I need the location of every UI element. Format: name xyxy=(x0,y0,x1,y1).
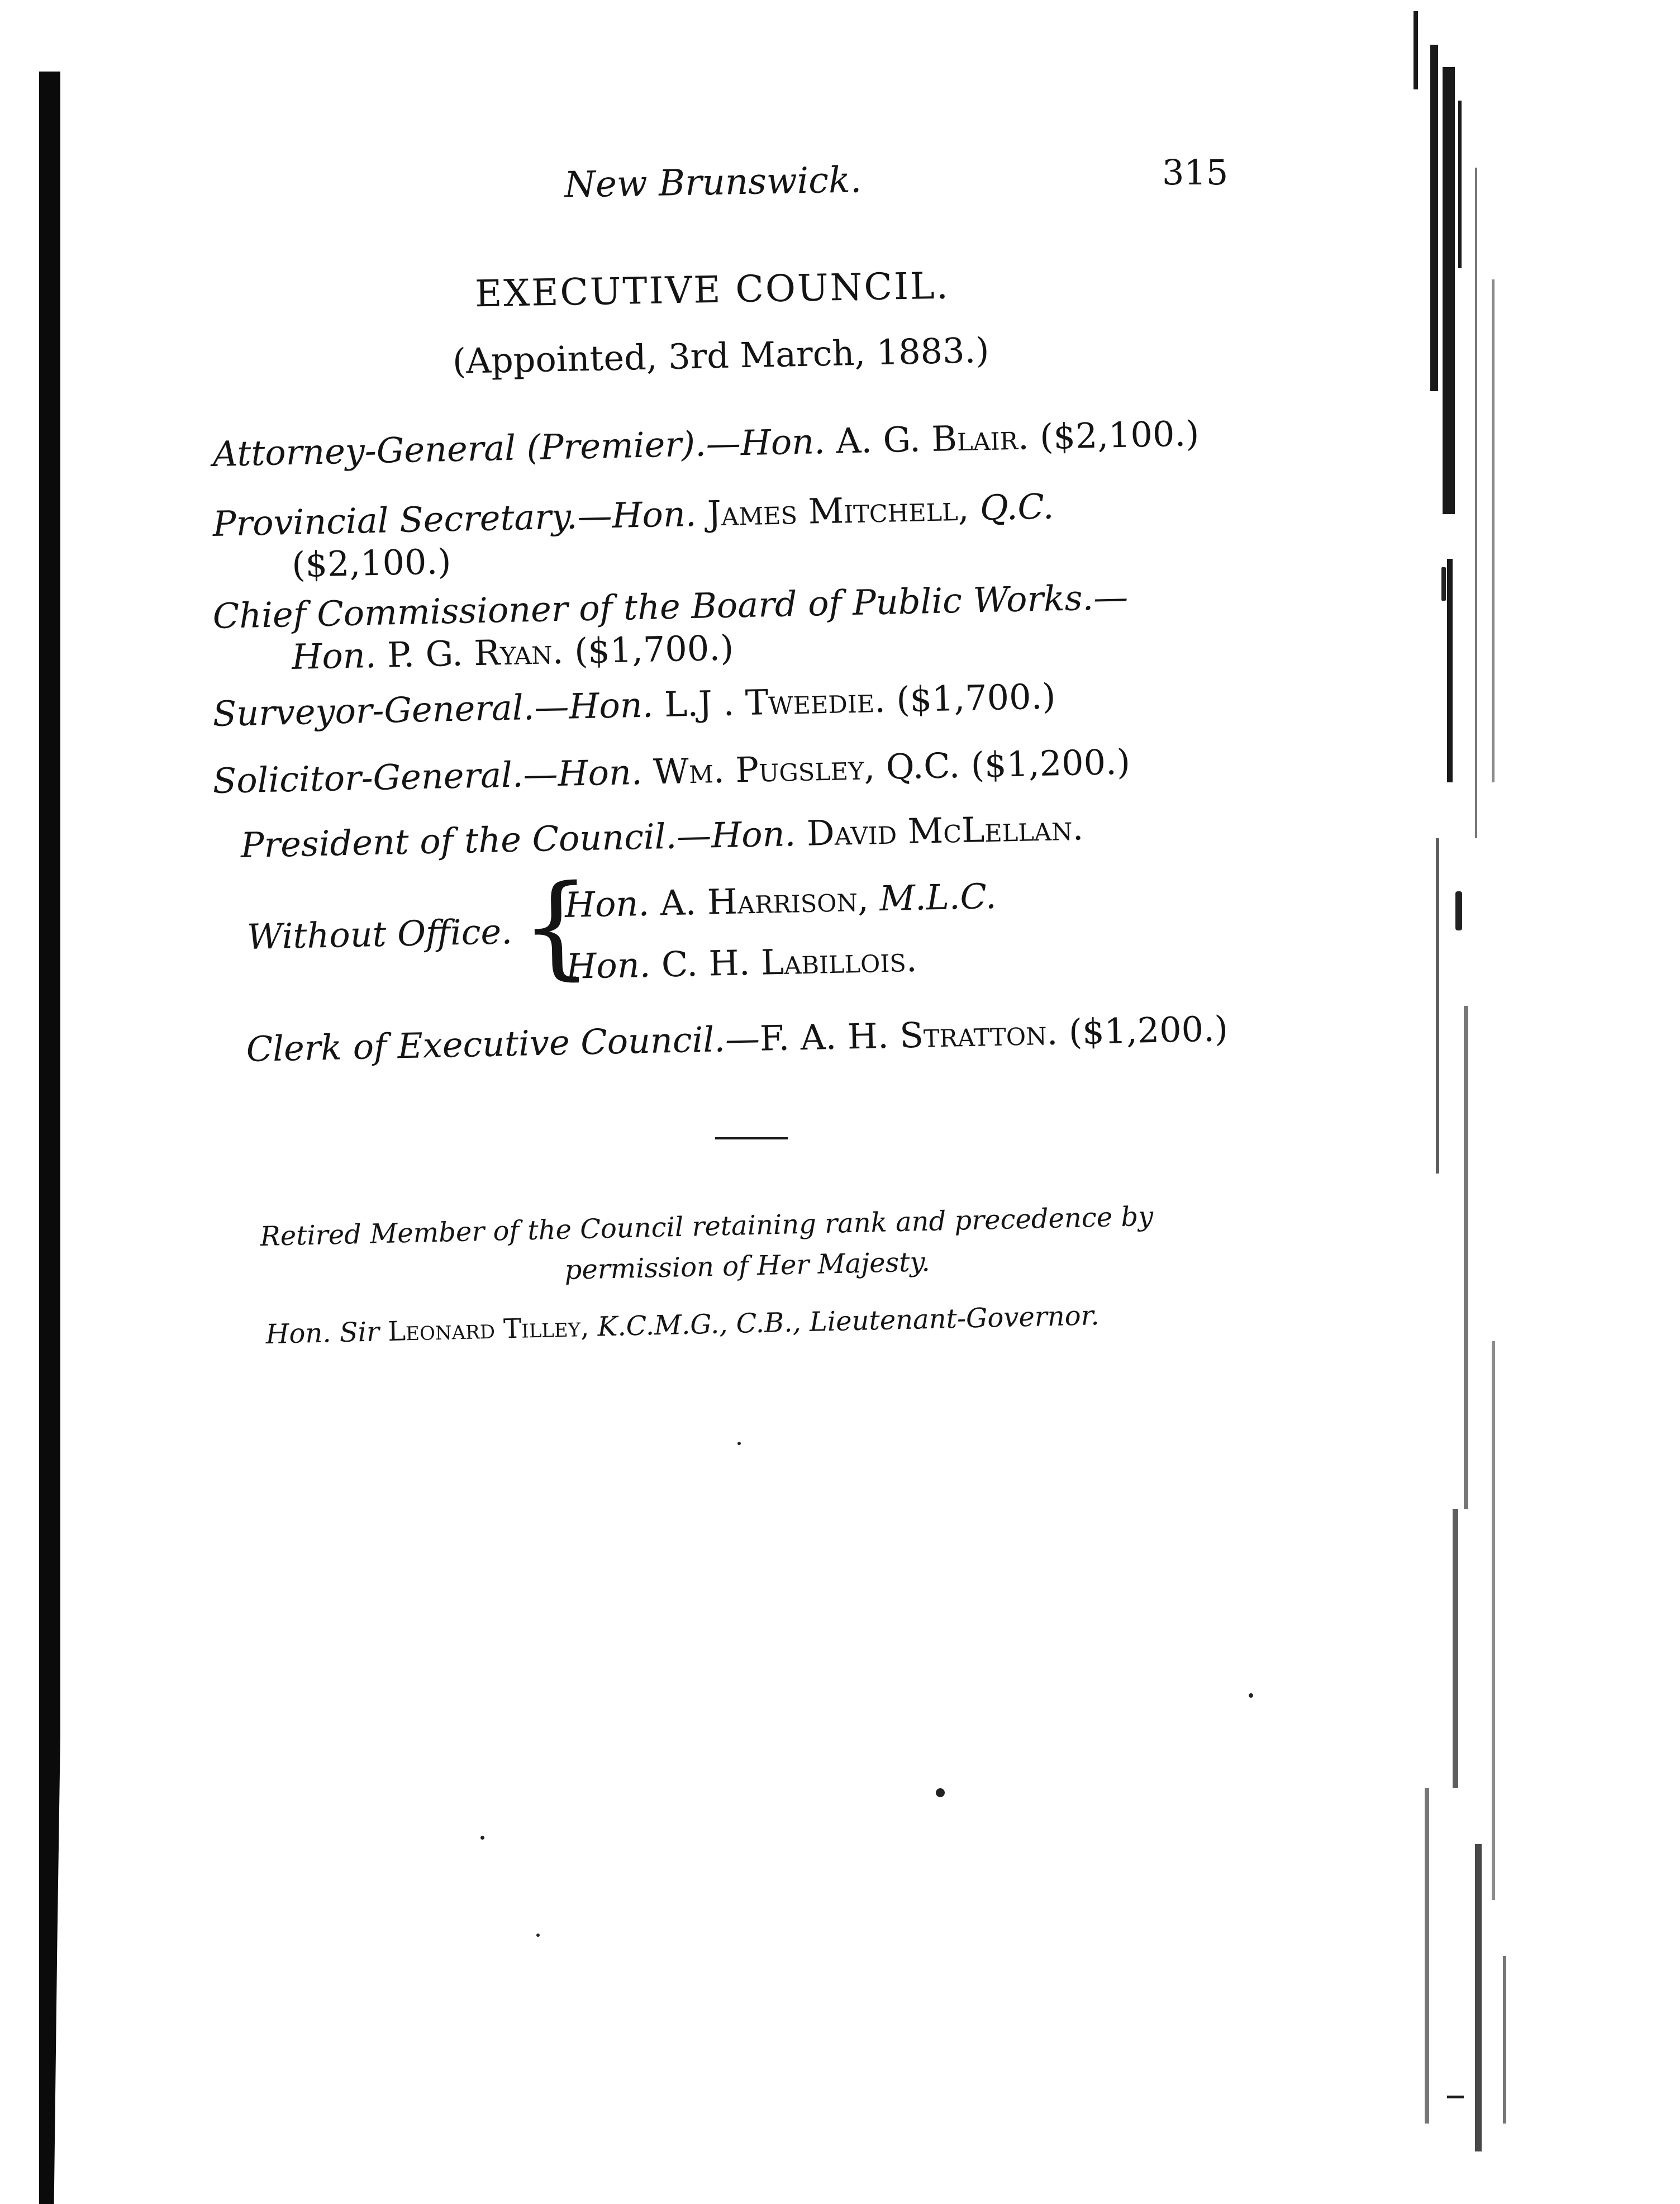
binding-shadow xyxy=(39,72,60,2204)
honorific: Hon. xyxy=(740,420,837,464)
office-title: Chief Commissioner of the Board of Public Works.— xyxy=(212,576,1129,636)
member-name: Wm. Pugsley, xyxy=(653,747,875,792)
salary: ($1,700.) xyxy=(563,627,734,672)
without-office-member xyxy=(564,876,997,925)
office-title: Attorney-General (Premier).— xyxy=(212,422,741,474)
member-name: Leonard Tilley, xyxy=(387,1311,589,1348)
without-office-member xyxy=(565,939,917,987)
scan-speck xyxy=(1455,891,1462,930)
salary: ($1,200.) xyxy=(1057,1008,1229,1053)
scan-speck xyxy=(936,1788,945,1797)
scan-speck xyxy=(480,1836,484,1840)
office-title: Surveyor-General.— xyxy=(212,686,570,734)
page-number: 315 xyxy=(1162,152,1229,193)
honorific: Hon. xyxy=(565,944,662,987)
council-member-entry xyxy=(212,481,1276,588)
council-member-entry xyxy=(212,411,1274,476)
scan-speck xyxy=(1249,1693,1253,1698)
scan-speck xyxy=(1441,567,1446,601)
office-title: Clerk of Executive Council.— xyxy=(246,1018,760,1070)
scan-noise-strip xyxy=(1414,0,1626,2204)
member-name: P. G. Ryan. xyxy=(387,630,564,676)
scan-speck xyxy=(737,1442,741,1445)
appointment-date: (Appointed, 3rd March, 1883.) xyxy=(452,329,990,382)
post-nominal: M.L.C. xyxy=(868,875,997,919)
post-nominal: K.C.M.G., C.B., Lieutenant-Governor. xyxy=(588,1300,1100,1343)
honorific: Hon. xyxy=(557,751,654,795)
retired-member-entry xyxy=(265,1300,1100,1350)
member-name: L.J . Tweedie. xyxy=(664,679,886,725)
section-heading: EXECUTIVE COUNCIL. xyxy=(474,264,950,316)
member-name: A. Harrison, xyxy=(659,878,869,924)
member-name: F. A. H. Stratton. xyxy=(759,1011,1058,1059)
without-office-group xyxy=(246,861,1142,994)
council-member-entry xyxy=(212,573,1276,680)
retired-note-line: Retired Member of the Council retaining rank and precedence by xyxy=(260,1200,1154,1252)
brace-symbol: { xyxy=(519,861,593,992)
council-member-entry xyxy=(212,738,1274,802)
member-name: James Mitchell, xyxy=(707,487,970,534)
office-title: President of the Council.— xyxy=(240,815,712,866)
honorific: Hon. xyxy=(711,813,807,856)
honorific: Hon. Sir xyxy=(265,1316,388,1350)
post-nominal: Q.C. xyxy=(968,486,1055,529)
honorific: Hon. xyxy=(568,684,665,727)
section-divider xyxy=(715,1137,788,1139)
salary: ($2,100.) xyxy=(1028,413,1200,458)
page-header xyxy=(212,151,1246,218)
scan-speck xyxy=(536,1934,540,1937)
council-member-entry xyxy=(212,671,1274,735)
office-title: Solicitor-General.— xyxy=(212,753,559,801)
honorific: Hon. xyxy=(564,882,661,926)
salary: ($1,700.) xyxy=(884,676,1056,720)
honorific: Hon. xyxy=(291,634,388,678)
member-name: C. H. Labillois. xyxy=(661,938,918,985)
member-name: A. G. Blair. xyxy=(835,416,1030,462)
council-member-entry xyxy=(240,802,1302,867)
retired-note-line: permission of Her Majesty. xyxy=(564,1246,931,1286)
running-title: New Brunswick. xyxy=(564,159,862,206)
office-title: Provincial Secretary.— xyxy=(212,495,613,544)
honorific: Hon. xyxy=(611,493,708,536)
member-name: David McLellan. xyxy=(806,807,1084,854)
salary: ($2,100.) xyxy=(291,541,452,586)
clerk-entry xyxy=(246,1006,1308,1071)
without-office-label: Without Office. xyxy=(246,911,513,957)
salary: Q.C. ($1,200.) xyxy=(874,741,1131,788)
